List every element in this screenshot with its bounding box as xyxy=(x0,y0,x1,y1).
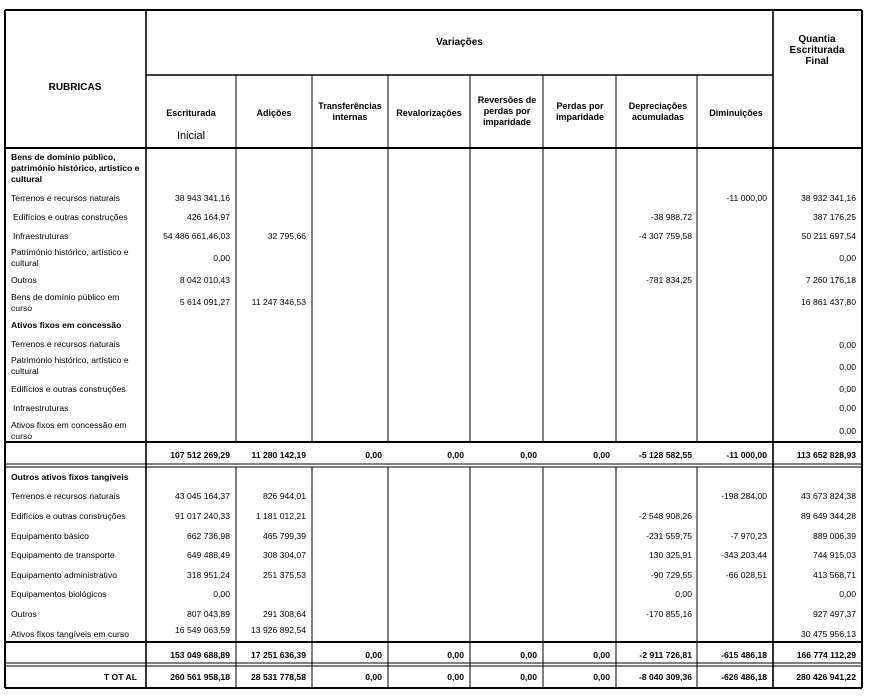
total-revalorizacoes: 0,00 xyxy=(447,672,464,682)
total-label: T OT AL xyxy=(103,672,137,682)
cell-inicial: 807 043,89 xyxy=(186,609,230,619)
subtotal-inicial: 153 049 688,89 xyxy=(170,650,230,660)
cell-inicial: 649 488,49 xyxy=(186,550,230,560)
subtotal-final: 113 652 828,93 xyxy=(796,450,856,460)
cell-adicoes: 251 375,53 xyxy=(262,570,306,580)
row-label: Edifícios e outras construções xyxy=(11,384,126,394)
row-label: Ativos fixos em concessão em curso xyxy=(11,420,127,441)
section-title-ativos-concessao: Ativos fixos em concessão xyxy=(11,320,122,330)
cell-depreciacoes: -38 988,72 xyxy=(650,212,692,222)
cell-inicial: 38 943 341,16 xyxy=(175,193,230,203)
cell-final: 744 915,03 xyxy=(812,550,856,560)
cell-depreciacoes: -781 834,25 xyxy=(646,275,692,285)
total-final: 280 426 941,22 xyxy=(796,672,856,682)
total-reversoes: 0,00 xyxy=(520,672,537,682)
cell-inicial: 54 486 661,46,03 xyxy=(163,231,230,241)
cell-adicoes: 32 795,66 xyxy=(267,231,306,241)
row-label: Equipamento de transporte xyxy=(11,550,115,560)
cell-final: 43 673 824,38 xyxy=(801,491,856,501)
cell-depreciacoes: 130 325,91 xyxy=(648,550,692,560)
subtotal-diminuicoes: -615 486,18 xyxy=(721,650,767,660)
cell-final: 38 932 341,16 xyxy=(801,193,856,203)
cell-final: 387 176,25 xyxy=(812,212,856,222)
total-inicial: 260 561 958,18 xyxy=(170,672,230,682)
cell-inicial: 0,00 xyxy=(213,589,230,599)
cell-final: 0,00 xyxy=(839,426,856,436)
subtotal-depreciacoes: -2 911 726,81 xyxy=(639,650,692,660)
cell-adicoes: 291 308,64 xyxy=(262,609,306,619)
cell-adicoes: 1 181 012,21 xyxy=(255,511,306,521)
cell-inicial: 43 045 164,37 xyxy=(175,491,230,501)
cell-inicial: 16 549 063,59 xyxy=(175,625,230,635)
cell-final: 0,00 xyxy=(839,340,856,350)
row-label: Terrenos e recursos naturais xyxy=(11,339,120,349)
subtotal-final: 166 774 112,29 xyxy=(796,650,856,660)
cell-depreciacoes: -90 729,55 xyxy=(650,570,692,580)
subtotal-perdas: 0,00 xyxy=(593,650,610,660)
section-title-bens-dominio: Bens de domínio público, património histórico, artístico e cultural xyxy=(11,152,140,184)
row-label: Terrenos e recursos naturais xyxy=(11,193,120,203)
row-label: Património histórico, artístico e cultural xyxy=(11,247,129,268)
row-label: Ativos fixos tangíveis em curso xyxy=(11,629,129,639)
header-inicial: Inicial xyxy=(176,130,206,142)
row-label: Bens de domínio público em curso xyxy=(11,292,120,313)
cell-final: 0,00 xyxy=(839,403,856,413)
row-label: Património histórico, artístico e cultural xyxy=(11,355,129,376)
subtotal-reversoes: 0,00 xyxy=(520,450,537,460)
cell-final: 0,00 xyxy=(839,362,856,372)
row-label: Infraestruturas xyxy=(13,403,69,413)
subtotal-revalorizacoes: 0,00 xyxy=(447,450,464,460)
cell-diminuicoes: -7 970,23 xyxy=(730,531,767,541)
total-diminuicoes: -626 486,18 xyxy=(721,672,767,682)
header-transferencias: Transferências internas xyxy=(318,101,382,122)
cell-depreciacoes: -170 855,16 xyxy=(646,609,692,619)
cell-inicial: 426 164,97 xyxy=(186,212,230,222)
cell-final: 889 006,39 xyxy=(812,531,856,541)
cell-adicoes: 826 944,01 xyxy=(262,491,306,501)
subtotal-transferencias: 0,00 xyxy=(365,450,382,460)
cell-inicial: 318 951,24 xyxy=(186,570,230,580)
cell-final: 30 475 956,13 xyxy=(801,629,856,639)
header-escriturada: Escriturada xyxy=(166,108,216,118)
cell-adicoes: 308 304,07 xyxy=(262,550,306,560)
subtotal-diminuicoes: -11 000,00 xyxy=(726,450,767,460)
cell-final: 16 861 437,80 xyxy=(801,297,856,307)
row-label: Terrenos e recursos naturais xyxy=(11,491,120,501)
total-transferencias: 0,00 xyxy=(365,672,382,682)
row-label: Equipamentos biológicos xyxy=(11,589,107,599)
cell-diminuicoes: -66 028,51 xyxy=(725,570,767,580)
cell-depreciacoes: -231 559,75 xyxy=(646,531,692,541)
section-title-outros-tangiveis: Outros ativos fixos tangíveis xyxy=(11,472,129,482)
cell-inicial: 8 042 010,43 xyxy=(179,275,230,285)
row-label: Outros xyxy=(11,275,37,285)
total-perdas: 0,00 xyxy=(593,672,610,682)
subtotal-perdas: 0,00 xyxy=(593,450,610,460)
cell-diminuicoes: -343 203,44 xyxy=(721,550,767,560)
header-reversoes: Reversões de perdas por imparidade xyxy=(477,95,537,127)
cell-final: 89 649 344,28 xyxy=(801,511,856,521)
row-label: Outros xyxy=(11,609,37,619)
row-label: Infraestruturas xyxy=(13,231,69,241)
cell-diminuicoes: -11 000,00 xyxy=(726,193,767,203)
subtotal-inicial: 107 512 269,29 xyxy=(170,450,230,460)
cell-adicoes: 13 926 892,54 xyxy=(251,625,306,635)
subtotal-depreciacoes: -5 128 582,55 xyxy=(638,450,692,460)
cell-final: 927 497,37 xyxy=(812,609,856,619)
row-label: Equipamento básico xyxy=(11,531,89,541)
cell-inicial: 0,00 xyxy=(213,253,230,263)
subtotal-reversoes: 0,00 xyxy=(520,650,537,660)
cell-inicial: 91 017 240,33 xyxy=(175,511,230,521)
subtotal-transferencias: 0,00 xyxy=(365,650,382,660)
header-adicoes: Adições xyxy=(256,108,292,118)
cell-final: 0,00 xyxy=(839,384,856,394)
header-depreciacoes: Depreciações acumuladas xyxy=(628,101,688,122)
total-depreciacoes: -8 040 309,36 xyxy=(638,672,692,682)
cell-adicoes: 465 799,39 xyxy=(262,531,306,541)
row-label: Edifícios e outras construções xyxy=(11,511,126,521)
cell-depreciacoes: 0,00 xyxy=(675,589,692,599)
subtotal-adicoes: 17 251 636,39 xyxy=(251,650,306,660)
cell-final: 0,00 xyxy=(839,253,856,263)
total-adicoes: 28 531 778,58 xyxy=(251,672,306,682)
cell-final: 7 260 176,18 xyxy=(805,275,856,285)
cell-inicial: 5 614 091,27 xyxy=(179,297,230,307)
header-perdas: Perdas por imparidade xyxy=(555,101,604,122)
row-label: Edifícios e outras construções xyxy=(13,212,128,222)
header-quantia-final: Quantia Escriturada Final xyxy=(789,34,845,67)
cell-depreciacoes: -2 548 908,26 xyxy=(638,511,692,521)
cell-inicial: 662 736,98 xyxy=(186,531,230,541)
cell-depreciacoes: -4 307 759,58 xyxy=(638,231,692,241)
header-revalorizacoes: Revalorizações xyxy=(396,108,462,118)
header-variacoes: Variações xyxy=(436,37,483,48)
subtotal-revalorizacoes: 0,00 xyxy=(447,650,464,660)
cell-diminuicoes: -198 284,00 xyxy=(721,491,767,501)
row-label: Equipamento administrativo xyxy=(11,570,118,580)
header-rubricas: RUBRICAS xyxy=(48,82,102,93)
header-diminuicoes: Diminuições xyxy=(709,108,763,118)
cell-adicoes: 11 247 346,53 xyxy=(251,297,306,307)
cell-final: 0,00 xyxy=(839,589,856,599)
subtotal-adicoes: 11 280 142,19 xyxy=(251,450,306,460)
cell-final: 413 568,71 xyxy=(812,570,856,580)
cell-final: 50 211 697,54 xyxy=(801,231,856,241)
